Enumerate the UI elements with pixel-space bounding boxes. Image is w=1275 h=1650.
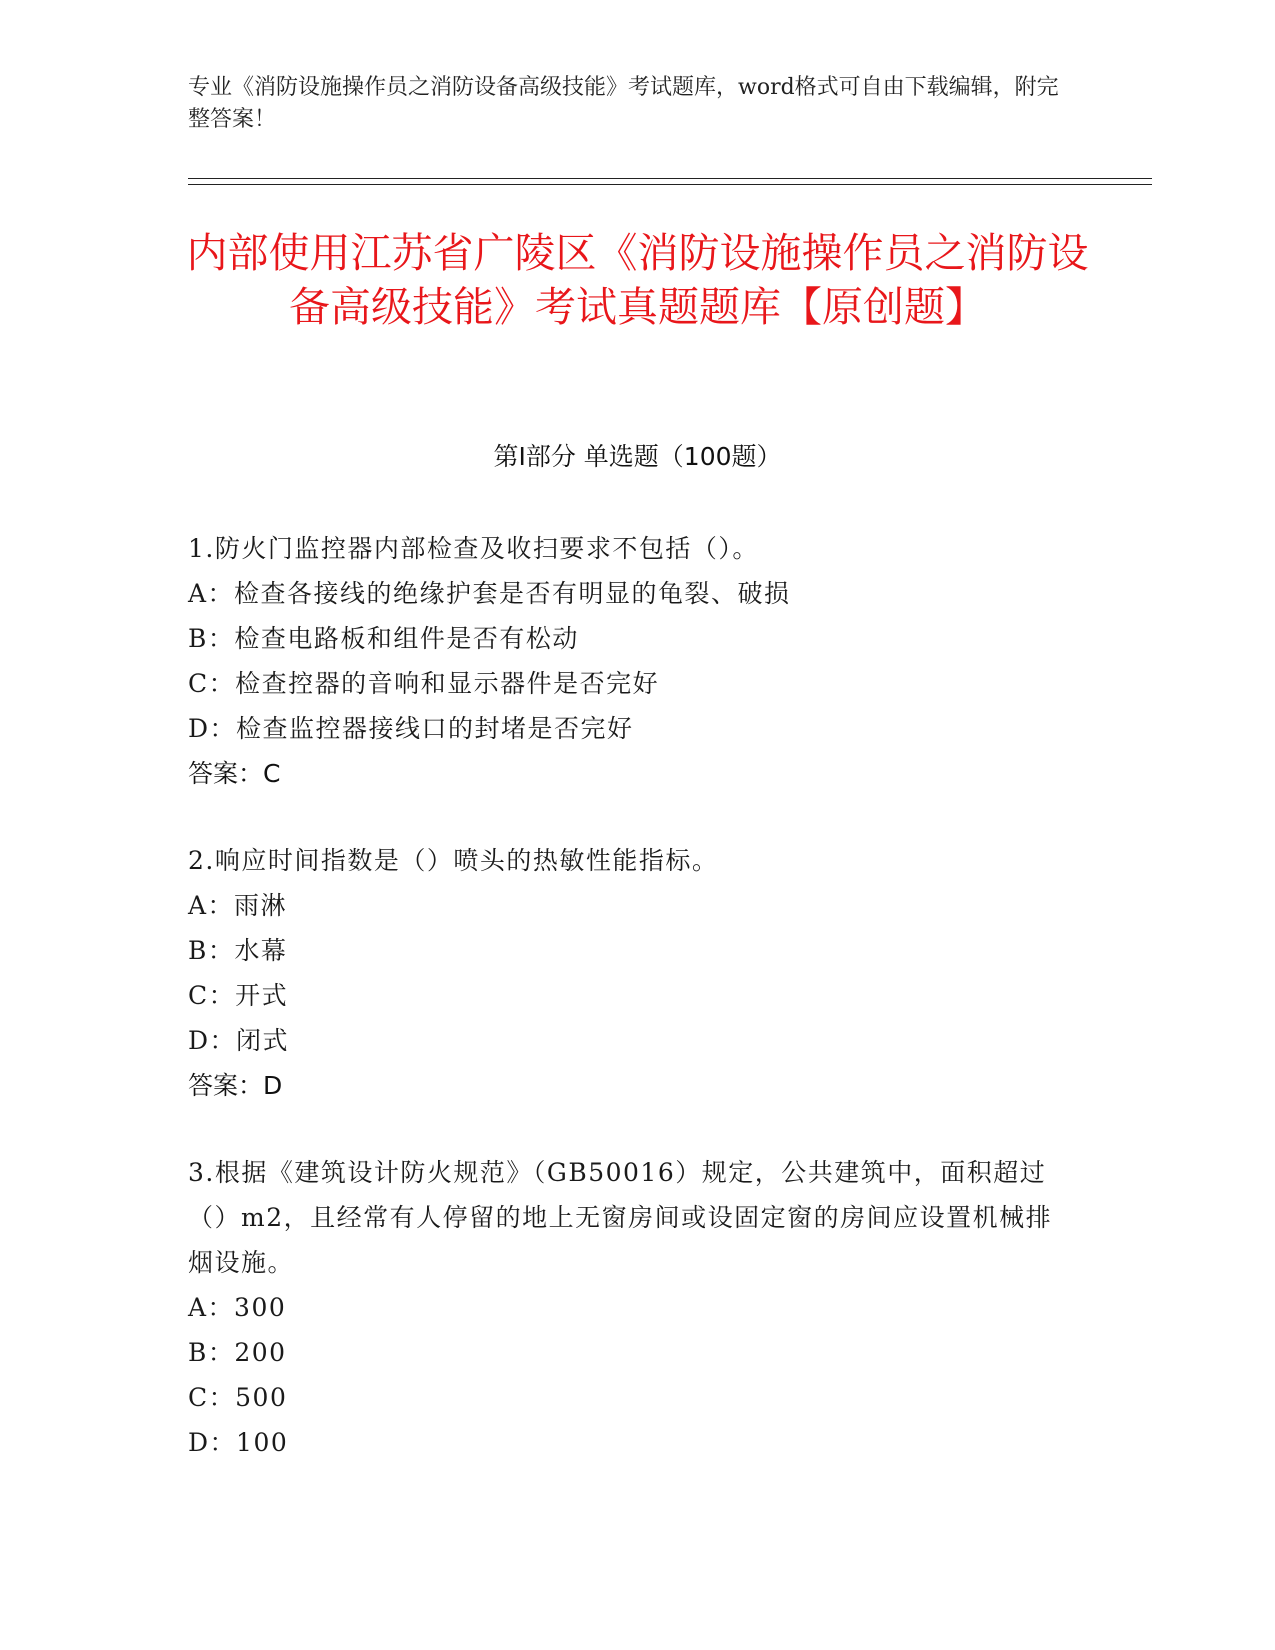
option-c: C：检查控器的音响和显示器件是否完好 (188, 669, 660, 698)
option-a: A：检查各接线的绝缘护套是否有明显的龟裂、破损 (188, 579, 791, 608)
question-2 (188, 838, 1068, 1108)
question-3 (188, 1150, 1068, 1465)
option-d: D：检查监控器接线口的封堵是否完好 (188, 714, 634, 743)
option-a: A：雨淋 (188, 891, 288, 920)
answer: 答案：D (188, 1071, 283, 1100)
option-c: C：500 (188, 1383, 288, 1412)
question-stem: 3.根据《建筑设计防火规范》（GB50016）规定，公共建筑中，面积超过（）m2，且经常有人停留的地上无窗房间或设固定窗的房间应设置机械排烟设施。 (188, 1158, 1053, 1277)
option-d: D：100 (188, 1428, 289, 1457)
option-b: B：200 (188, 1338, 287, 1367)
document-title: 内部使用江苏省广陵区《消防设施操作员之消防设备高级技能》考试真题题库【原创题】 (186, 229, 1089, 331)
section-heading: 第Ⅰ部分 单选题（100题） (493, 442, 782, 471)
question-stem: 1.防火门监控器内部检查及收扫要求不包括（）。 (188, 534, 759, 563)
header-note: 专业《消防设施操作员之消防设备高级技能》考试题库，word格式可自由下载编辑，附完整答案！ (188, 75, 1059, 132)
question-1 (188, 526, 1068, 796)
header-divider-top (188, 178, 1152, 179)
option-d: D：闭式 (188, 1026, 290, 1055)
question-stem: 2.响应时间指数是（）喷头的热敏性能指标。 (188, 846, 719, 875)
option-c: C：开式 (188, 981, 289, 1010)
option-b: B：水幕 (188, 936, 288, 965)
header-divider-bottom (188, 184, 1152, 185)
option-a: A：300 (188, 1293, 287, 1322)
answer: 答案：C (188, 759, 281, 788)
question-list (188, 526, 1068, 1507)
option-b: B：检查电路板和组件是否有松动 (188, 624, 579, 653)
